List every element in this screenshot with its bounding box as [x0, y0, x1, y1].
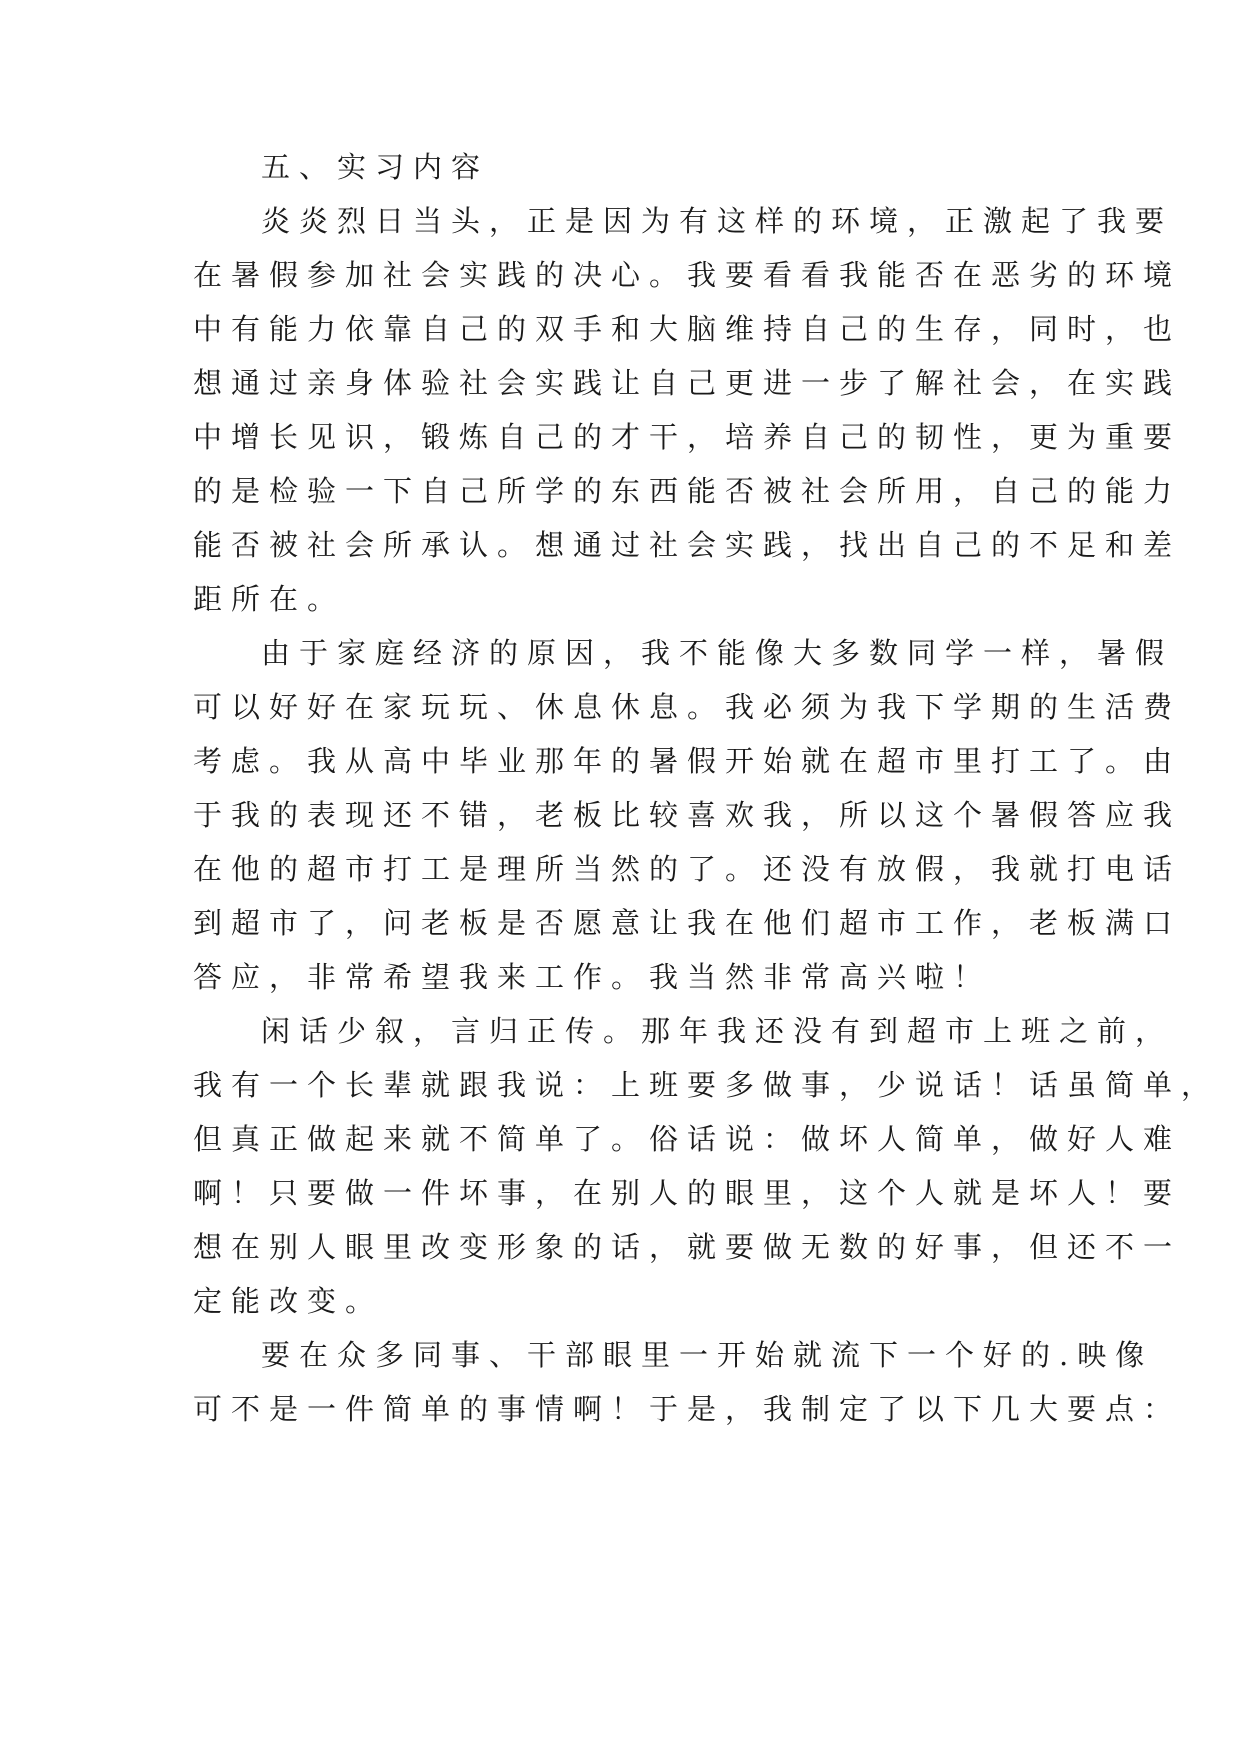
paragraph-1-line-1: 炎炎烈日当头，正是因为有这样的环境，正激起了我要	[261, 204, 1174, 238]
paragraph-2-line-7: 答应，非常希望我来工作。我当然非常高兴啦！	[193, 960, 992, 994]
paragraph-4-line-2: 可不是一件简单的事情啊！于是，我制定了以下几大要点：	[193, 1392, 1182, 1426]
paragraph-2-line-2: 可以好好在家玩玩、休息休息。我必须为我下学期的生活费	[193, 690, 1182, 724]
paragraph-4-line-1: 要在众多同事、干部眼里一开始就流下一个好的.映像	[261, 1338, 1154, 1372]
paragraph-2-line-5: 在他的超市打工是理所当然的了。还没有放假，我就打电话	[193, 852, 1182, 886]
paragraph-1-line-4: 想通过亲身体验社会实践让自己更进一步了解社会，在实践	[193, 366, 1182, 400]
paragraph-3-line-1: 闲话少叙，言归正传。那年我还没有到超市上班之前，	[261, 1014, 1174, 1048]
paragraph-2-line-6: 到超市了，问老板是否愿意让我在他们超市工作，老板满口	[193, 906, 1182, 940]
paragraph-3-line-3: 但真正做起来就不简单了。俗话说：做坏人简单，做好人难	[193, 1122, 1182, 1156]
paragraph-3-line-2: 我有一个长辈就跟我说：上班要多做事，少说话！话虽简单，	[193, 1068, 1220, 1102]
paragraph-2-line-3: 考虑。我从高中毕业那年的暑假开始就在超市里打工了。由	[193, 744, 1182, 778]
paragraph-2-line-1: 由于家庭经济的原因，我不能像大多数同学一样，暑假	[261, 636, 1174, 670]
paragraph-1-line-2: 在暑假参加社会实践的决心。我要看看我能否在恶劣的环境	[193, 258, 1182, 292]
paragraph-2-line-4: 于我的表现还不错，老板比较喜欢我，所以这个暑假答应我	[193, 798, 1182, 832]
paragraph-1-line-3: 中有能力依靠自己的双手和大脑维持自己的生存，同时，也	[193, 312, 1182, 346]
paragraph-1-line-6: 的是检验一下自己所学的东西能否被社会所用，自己的能力	[193, 474, 1182, 508]
section-heading: 五、实习内容	[261, 150, 490, 184]
paragraph-1-line-7: 能否被社会所承认。想通过社会实践，找出自己的不足和差	[193, 528, 1182, 562]
paragraph-1-line-5: 中增长见识，锻炼自己的才干，培养自己的韧性，更为重要	[193, 420, 1182, 454]
paragraph-3-line-5: 想在别人眼里改变形象的话，就要做无数的好事，但还不一	[193, 1230, 1182, 1264]
paragraph-3-line-4: 啊！只要做一件坏事，在别人的眼里，这个人就是坏人！要	[193, 1176, 1182, 1210]
paragraph-3-line-6: 定能改变。	[193, 1284, 384, 1318]
paragraph-1-line-8: 距所在。	[193, 582, 346, 616]
